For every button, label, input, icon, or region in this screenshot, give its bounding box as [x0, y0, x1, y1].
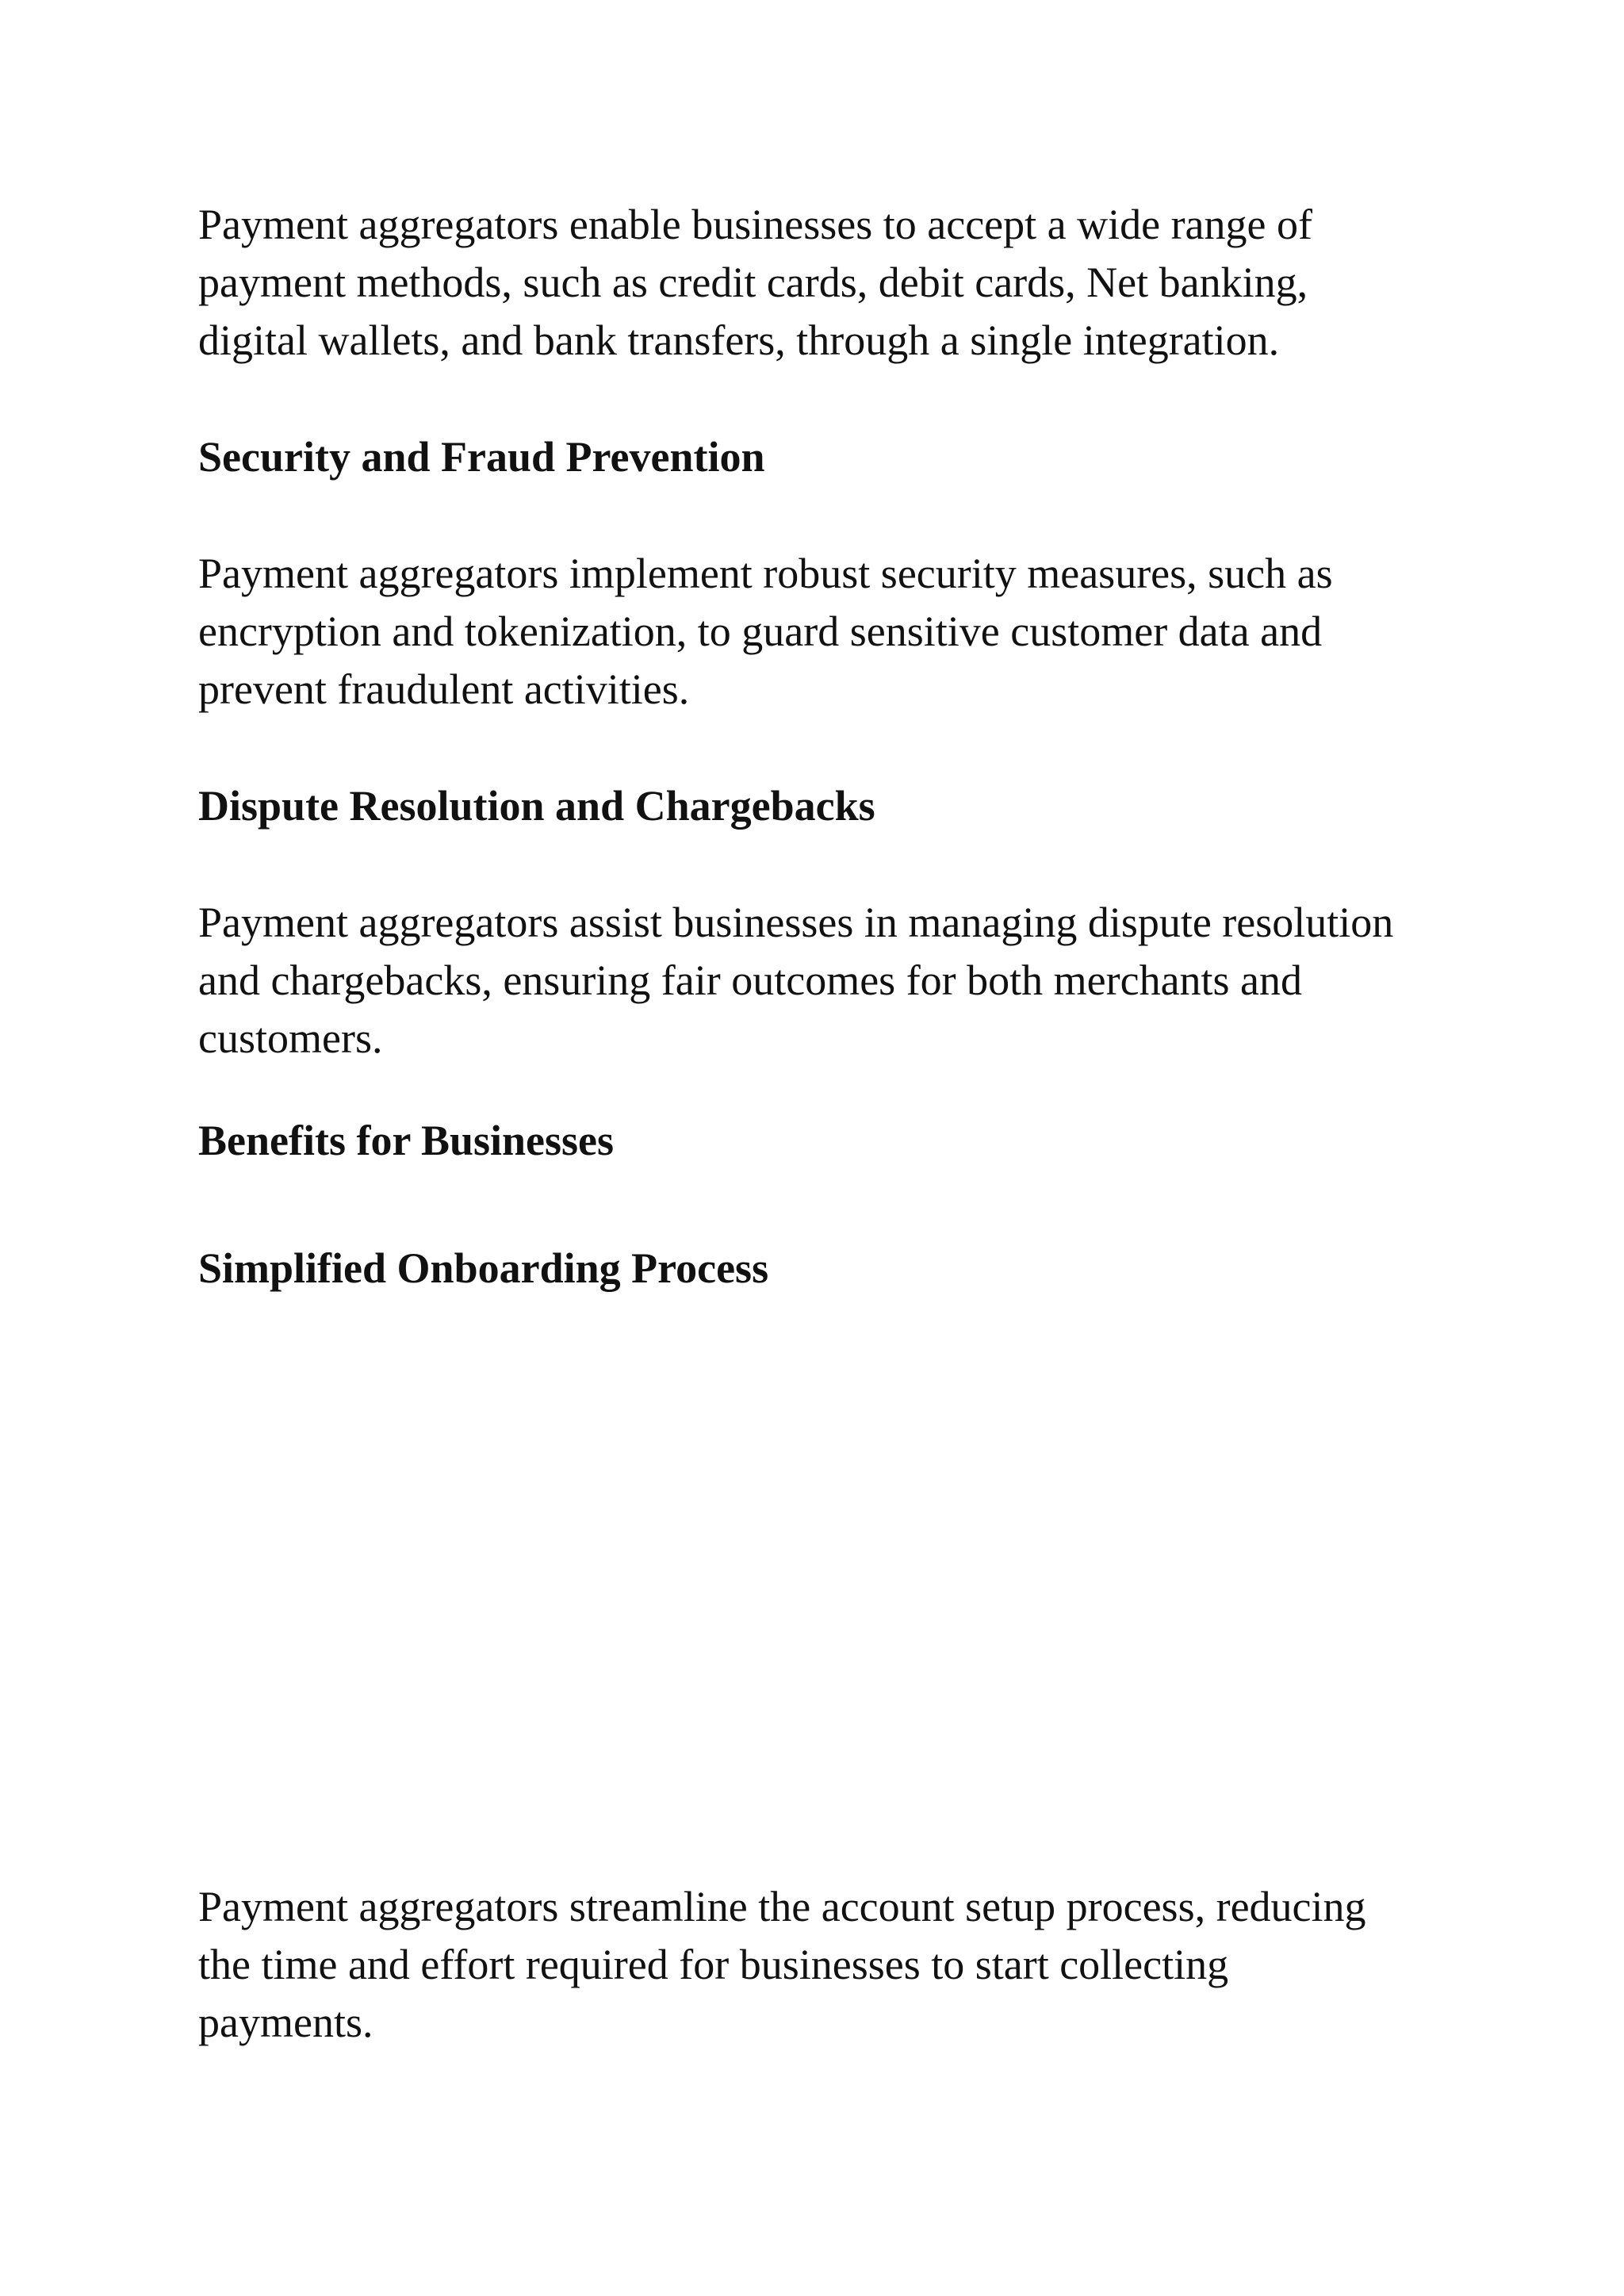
paragraph-security-measures	[198, 545, 1451, 719]
text-line: prevent fraudulent activities.	[198, 665, 690, 713]
paragraph-dispute-chargebacks	[198, 894, 1451, 1068]
text-line: Payment aggregators assist businesses in managing dispute resolution	[198, 899, 1394, 946]
heading-dispute-resolution: Dispute Resolution and Chargebacks	[198, 782, 875, 830]
heading-benefits-for-businesses: Benefits for Businesses	[198, 1117, 615, 1164]
text-line: customers.	[198, 1014, 383, 1062]
text-line: Payment aggregators enable businesses to accept a wide range of	[198, 201, 1312, 248]
text-line: and chargebacks, ensuring fair outcomes for both merchants and	[198, 956, 1303, 1004]
text-line: digital wallets, and bank transfers, through a single integration.	[198, 316, 1280, 364]
text-line: payment methods, such as credit cards, debit cards, Net banking,	[198, 259, 1308, 306]
text-line: encryption and tokenization, to guard sensitive customer data and	[198, 608, 1323, 655]
heading-simplified-onboarding: Simplified Onboarding Process	[198, 1244, 769, 1292]
text-line: the time and effort required for businesses to start collecting	[198, 1941, 1229, 1988]
heading-security-fraud-prevention: Security and Fraud Prevention	[198, 433, 765, 481]
text-line: Payment aggregators implement robust security measures, such as	[198, 550, 1333, 597]
paragraph-payment-methods	[198, 196, 1451, 370]
paragraph-account-setup	[198, 1878, 1451, 2052]
text-line: payments.	[198, 1999, 373, 2046]
text-line: Payment aggregators streamline the account setup process, reducing	[198, 1883, 1366, 1930]
